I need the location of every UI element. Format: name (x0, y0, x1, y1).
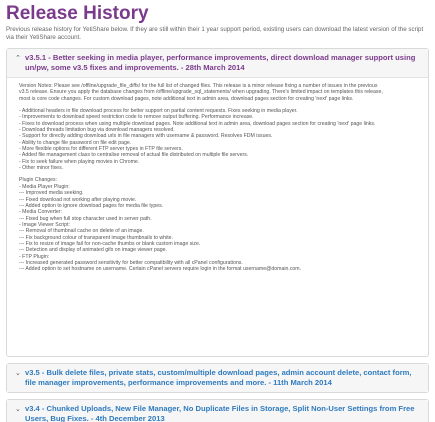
release-title[interactable]: v3.5 - Bulk delete files, private stats, custom/multiple download pages, admin account delete, contact form, file manager improvements, performance improvements and more. - 11th March 2014 (25, 368, 412, 387)
release-panel-v3-5 (6, 363, 429, 393)
plugin-line: Plugin Changes: (19, 177, 58, 184)
release-title[interactable]: v3.4 - Chunked Uploads, New File Manager, No Duplicate Files in Storage, Split Non-User Settings from Free Users, Bug Fixes. - 4th December 2013 (25, 404, 415, 422)
release-header-v3-5[interactable] (7, 364, 428, 392)
plugin-line: --- Fix background colour of transparent image thumbnails to white. (19, 234, 173, 241)
plugin-line: - Media Converter: (19, 209, 62, 216)
plugin-line: --- Fixed bug when full stop character used in server path. (19, 215, 152, 222)
change-item: - Support for directly adding download urls in file managers with username & password. Resolves FDM issues. (19, 133, 273, 140)
release-title[interactable]: v3.5.1 - Better seeking in media player, performance improvements, direct download manager support using un/pw, some v3.5 fixes and improvements. - 28th March 2014 (25, 53, 416, 72)
chevron-up-icon: ⌃ (15, 55, 21, 62)
change-item: - Other minor fixes. (19, 165, 64, 172)
change-item: - Improvements to download speed restriction code to remove output buffering. Performance increase. (19, 114, 254, 121)
plugin-line: - Media Player Plugin: (19, 183, 70, 190)
change-item: - Ability to change file password on file edit page. (19, 139, 132, 146)
release-header-v3-5-1[interactable] (7, 49, 428, 77)
plugin-line: - FTP Plugin: (19, 253, 50, 260)
page-title: Release History (6, 3, 149, 24)
notes-line: Version Notes: Please see /offline/upgrade_file_diffs/ for the full list of changed files. This release is a minor release fixing a number of issues in the previous (19, 83, 378, 89)
release-panel-v3-5-1 (6, 48, 429, 357)
plugin-line: --- Improved media seeking. (19, 190, 84, 197)
change-item: - More flexible options for different FTP server types in FTP file servers. (19, 146, 183, 153)
plugin-line: --- Increased generated password sensitivity for better compatibility with all cPanel configurations. (19, 259, 243, 266)
change-item: - Fix to seek failure when playing movies in Chrome. (19, 158, 140, 165)
page-intro: Previous release history for YetiShare below. If they are still within their 1 year support period, existing users can download the latest version of the script via their YetiShare account. (6, 26, 424, 41)
plugin-line: --- Fixed download not working after playing movie. (19, 196, 137, 203)
change-item: - Added file management class to centralise removal of actual file distributed on multiple file servers. (19, 152, 249, 159)
release-notes (7, 77, 428, 279)
notes-line: v3.5 release. Ensure you apply the database changes from /offline/upgrade_sql_statements/ when upgrading. There's limited impact on templates this release, (19, 89, 383, 96)
plugin-line: --- Fix to resize of image fail for non-cache thumbs or blank custom image size. (19, 240, 201, 247)
chevron-down-icon: ⌄ (15, 406, 21, 413)
change-item: - Fixes to download process when using multiple download pages. Note additional text in admin area, download pages section for creating 'next' page links. (19, 120, 376, 127)
change-item: - Additional headers in file download process for better support on partial content requests. Fixes seeking in media player. (19, 108, 298, 115)
plugin-line: - Image Viewer Script: (19, 221, 70, 228)
change-item: - Download threads limitation bug via download managers resolved. (19, 127, 175, 134)
plugin-line: --- Added option to ignore download pages for media file types. (19, 202, 164, 209)
chevron-down-icon: ⌄ (15, 370, 21, 377)
notes-line: most is core code changes. For custom download pages, note additional text in admin area, download pages section for creating 'next' page links. (19, 95, 354, 102)
release-header-v3-4[interactable] (7, 400, 428, 422)
plugin-line: --- Removal of thumbnail cache on delete of an image. (19, 228, 144, 235)
plugin-line: --- Added option to set hostname on username. Certain cPanel servers require login in the format username@domain.com. (19, 266, 302, 273)
plugin-line: --- Detection and display of animated gifs on image viewer page. (19, 247, 167, 254)
release-panel-v3-4 (6, 399, 429, 422)
